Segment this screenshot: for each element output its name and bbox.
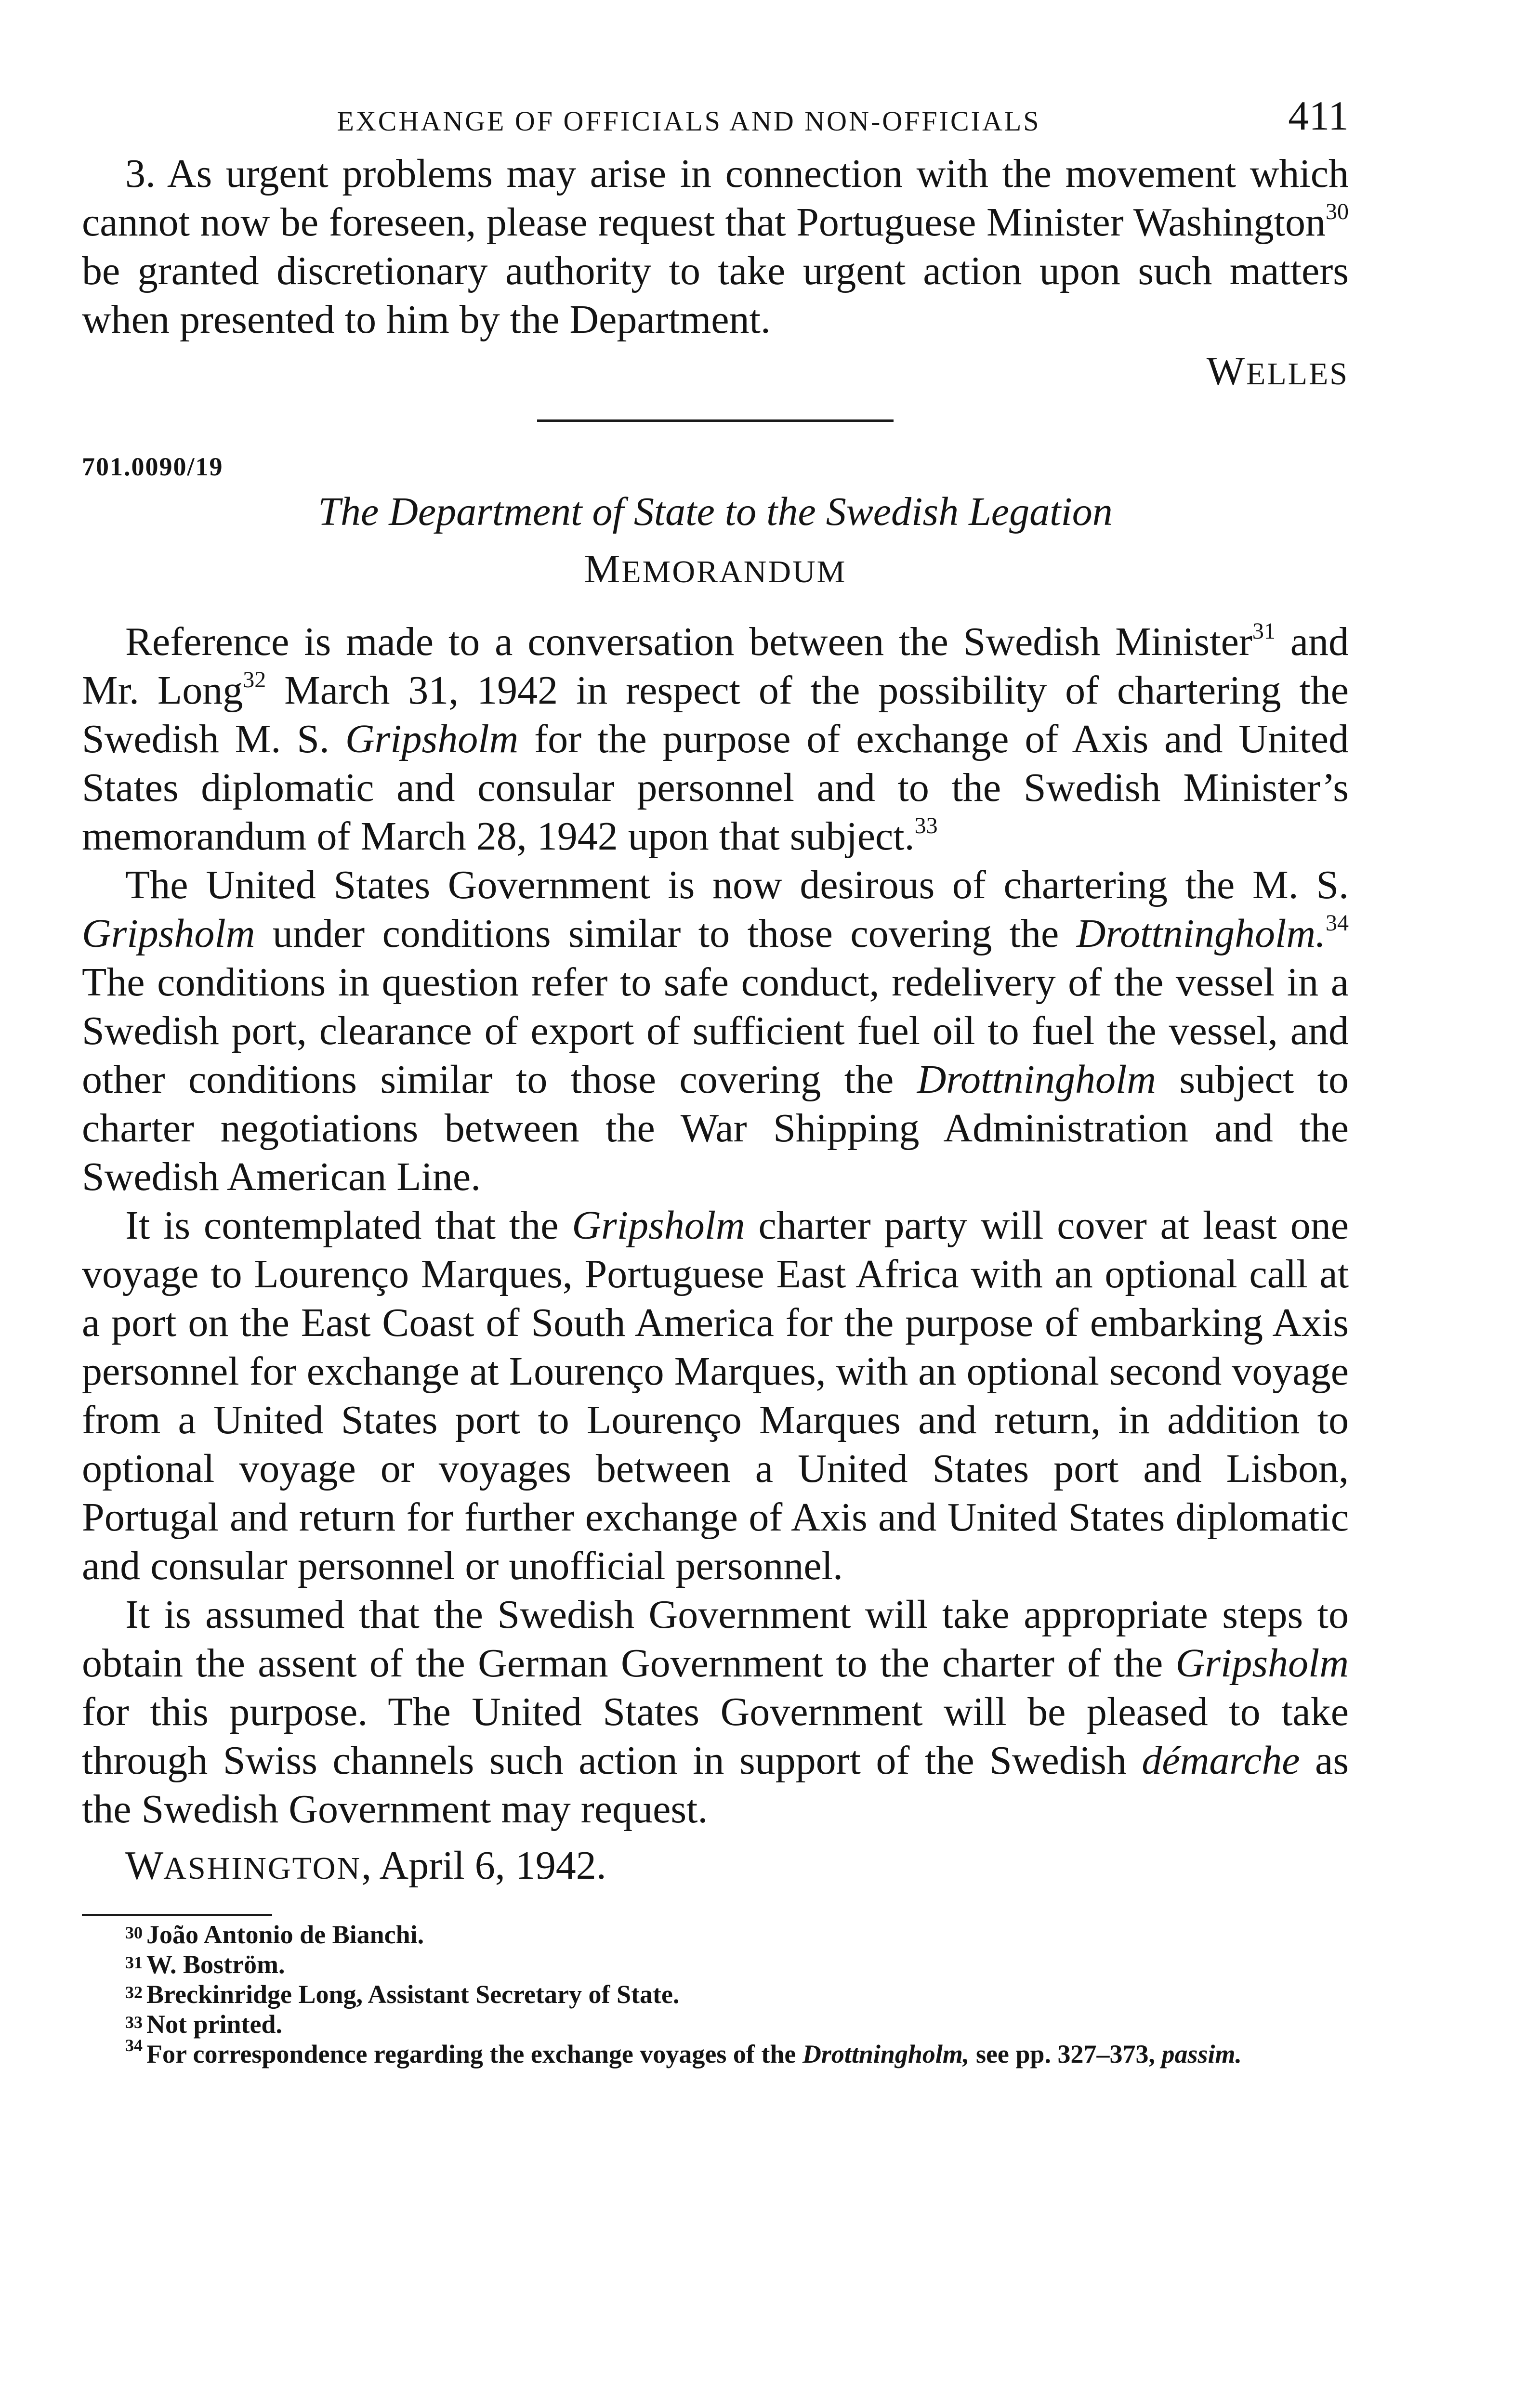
running-title: EXCHANGE OF OFFICIALS AND NON-OFFICIALS xyxy=(337,105,1041,137)
footnote-34: $^{34}$ For correspondence regarding the exchange voyages of the Drottningholm, see pp. 327–373, passim. xyxy=(125,2036,1242,2068)
ship-name: Gripsholm xyxy=(82,911,255,956)
footnote-30: 30 João Antonio de Bianchi. xyxy=(125,1920,424,1949)
memo-paragraph-1: Reference is made to a conversation between the Swedish Minister$^{31}$ and Mr. Long$^{32}$ March 31, 1942 in respect of the possibility of chartering the Swedish M. S. Gripsholm for the purpose of exchange of Axis and United States diplomatic and consular personnel and to the Swedish Minister’s memorandum of March 28, 1942 upon that subject.$^{33}$ xyxy=(82,618,1349,859)
section-divider xyxy=(537,419,894,422)
ship-name: Gripsholm xyxy=(572,1203,745,1248)
place-and-date: WASHINGTON, April 6, 1942. xyxy=(125,1843,606,1888)
memo-paragraph-2: The United States Government is now desirous of chartering the M. S. Gripsholm under conditions similar to those covering the Drottningholm.$^{34}$ The conditions in question refer to safe conduct, redelivery of the vessel in a Swedish port, clearance of export of sufficient fuel oil to fuel the vessel, and other conditions similar to those covering the Drottningholm subject to charter negotiations between the War Shipping Administration and the Swedish American Line. xyxy=(82,863,1349,1199)
document-type: MEMORANDUM xyxy=(584,547,847,591)
footnote-32: 32 Breckinridge Long, Assistant Secretary of State. xyxy=(125,1980,680,2009)
footnote-ref-31: 31 xyxy=(1252,618,1276,644)
ship-name: Drottningholm xyxy=(917,1057,1156,1102)
running-header xyxy=(82,92,1349,149)
signature-welles: WELLES xyxy=(1206,349,1349,393)
ship-name: Gripsholm xyxy=(1175,1641,1349,1686)
paragraph-3 xyxy=(82,149,1349,344)
file-number: 701.0090/19 xyxy=(82,452,224,481)
ship-name: Gripsholm xyxy=(345,717,519,761)
footnote-33: 33 Not printed. xyxy=(125,2010,282,2039)
memo-paragraph-3: It is contemplated that the Gripsholm charter party will cover at least one voyage to Lourenço Marques, Portuguese East Africa with an optional call at a port on the East Coast of South America for the purpose of embarking Axis personnel for exchange at Lourenço Marques, with an optional second voyage from a United States port to Lourenço Marques and return, in addition to optional voyage or voyages between a United States port and Lisbon, Portugal and return for further exchange of Axis and United States diplomatic and consular personnel or unofficial personnel. xyxy=(82,1203,1349,1588)
text: be granted discretionary authority to take urgent action upon such matters when presented to him by the Department. xyxy=(82,249,1349,342)
document-heading: The Department of State to the Swedish Legation xyxy=(318,489,1113,534)
footnote-ref-32: 32 xyxy=(243,667,266,693)
footnotes xyxy=(82,1920,1349,2069)
document-page xyxy=(82,92,1349,2069)
memo-paragraph-4: It is assumed that the Swedish Government will take appropriate steps to obtain the assent of the German Government to the charter of the Gripsholm for this purpose. The United States Government will be pleased to take through Swiss channels such action in support of the Swedish démarche as the Swedish Government may request. xyxy=(82,1592,1349,1832)
footnote-31: 31 W. Boström. xyxy=(125,1950,285,1979)
footnote-divider xyxy=(82,1914,272,1916)
footnote-ref-34: 34 xyxy=(1326,910,1349,936)
ship-name: Drottningholm, xyxy=(802,2040,970,2068)
text: 3. As urgent problems may arise in connection with the movement which cannot now be foreseen, please request that Portuguese Minister Washington xyxy=(82,151,1349,245)
footnote-ref-33: 33 xyxy=(914,813,938,838)
ship-name: Drottningholm. xyxy=(1076,911,1326,956)
footnote-ref-30: 30 xyxy=(1326,199,1349,224)
italic-word: passim. xyxy=(1161,2040,1242,2068)
page-number: 411 xyxy=(1288,92,1349,139)
italic-word: démarche xyxy=(1142,1738,1300,1783)
